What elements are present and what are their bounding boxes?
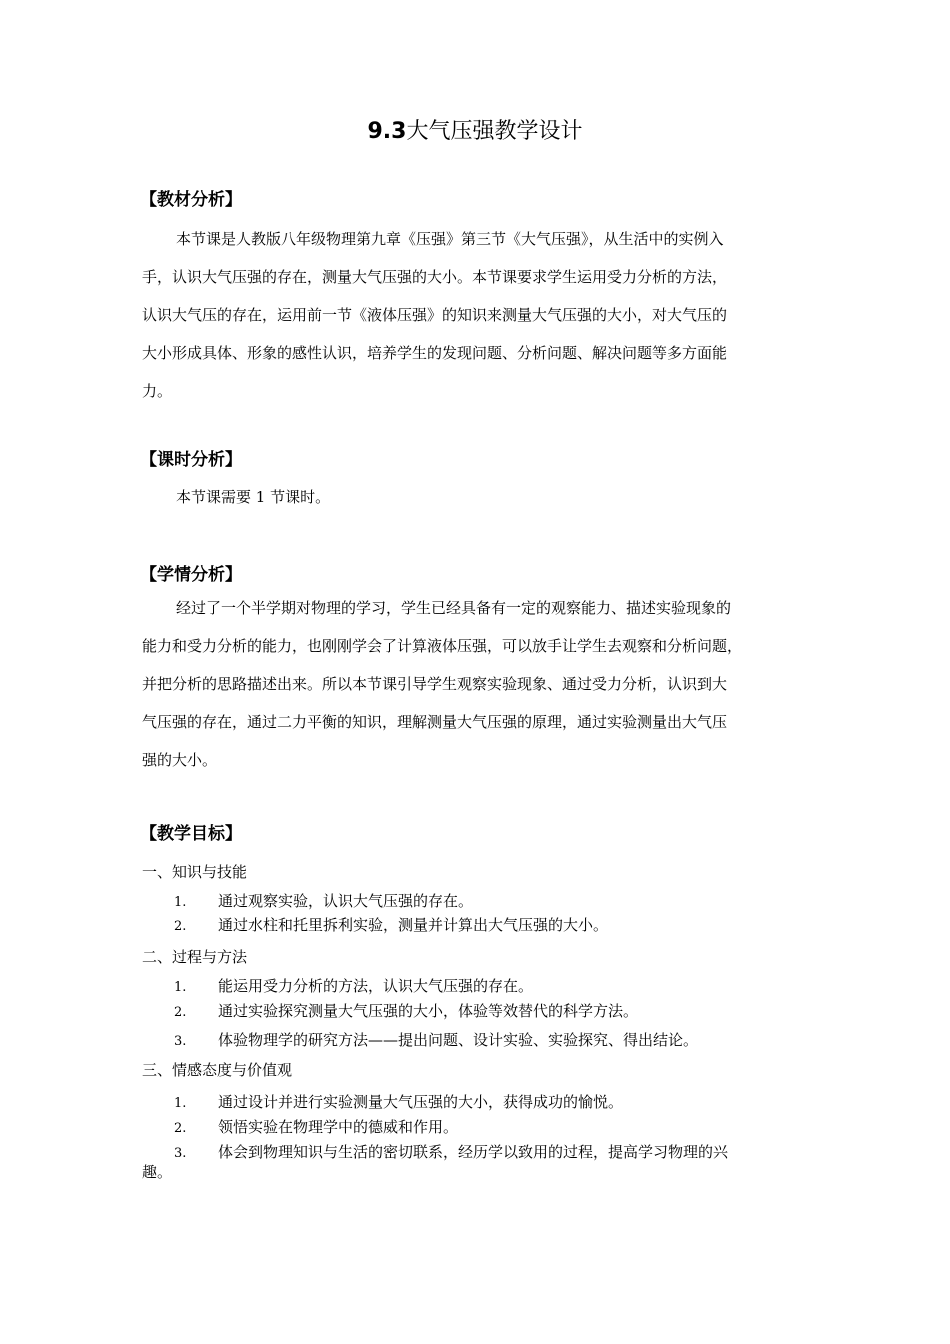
lesson-paragraph <box>142 478 822 516</box>
item-number: 2. <box>174 1005 187 1020</box>
paragraph-line: 本节课需要 1 节课时。 <box>176 488 331 506</box>
item-text: 能运用受力分析的方法，认识大气压强的存在。 <box>218 977 534 995</box>
goal-item <box>174 1029 814 1053</box>
title-number: 9.3 <box>367 119 407 144</box>
section-heading-goals: 【教学目标】 <box>140 824 242 844</box>
item-text: 通过水柱和托里拆利实验，测量并计算出大气压强的大小。 <box>218 916 609 934</box>
goal-group-label: 三、情感态度与价值观 <box>142 1061 293 1079</box>
paragraph-line: 本节课是人教版八年级物理第九章《压强》第三节《大气压强》，从生活中的实例入 <box>176 230 724 248</box>
item-text: 通过实验探究测量大气压强的大小，体验等效替代的科学方法。 <box>218 1002 639 1020</box>
paragraph-line: 手，认识大气压强的存在，测量大气压强的大小。本节课要求学生运用受力分析的方法， <box>142 268 728 286</box>
goal-item-continuation: 趣。 <box>142 1163 173 1181</box>
paragraph-line: 并把分析的思路描述出来。所以本节课引导学生观察实验现象、通过受力分析，认识到大 <box>142 675 728 693</box>
item-number: 1. <box>174 980 187 995</box>
item-number: 2. <box>174 1121 187 1136</box>
item-text: 通过观察实验，认识大气压强的存在。 <box>218 892 474 910</box>
paragraph-line: 能力和受力分析的能力，也刚刚学会了计算液体压强，可以放手让学生去观察和分析问题， <box>142 637 743 655</box>
paragraph-line: 认识大气压的存在，运用前一节《液体压强》的知识来测量大气压强的大小，对大气压的 <box>142 306 728 324</box>
paragraph-line: 力。 <box>142 382 173 400</box>
item-text: 体会到物理知识与生活的密切联系，经历学以致用的过程，提高学习物理的兴 <box>218 1143 729 1161</box>
goal-item <box>174 1116 814 1140</box>
students-paragraph <box>142 589 822 779</box>
title-text: 大气压强教学设计 <box>406 119 583 144</box>
material-paragraph <box>142 220 822 410</box>
item-text: 体验物理学的研究方法——提出问题、设计实验、实验探究、得出结论。 <box>218 1031 699 1049</box>
goal-item <box>174 1000 814 1024</box>
section-heading-lesson: 【课时分析】 <box>140 450 242 470</box>
section-heading-students: 【学情分析】 <box>140 565 242 585</box>
document-title <box>0 117 950 147</box>
goal-item <box>174 1141 814 1165</box>
item-number: 3. <box>174 1034 187 1049</box>
paragraph-line: 经过了一个半学期对物理的学习，学生已经具备有一定的观察能力、描述实验现象的 <box>176 599 732 617</box>
item-number: 1. <box>174 1096 187 1111</box>
paragraph-line: 强的大小。 <box>142 751 218 769</box>
item-text: 通过设计并进行实验测量大气压强的大小，获得成功的愉悦。 <box>218 1093 624 1111</box>
goal-item <box>174 975 814 999</box>
paragraph-line: 气压强的存在，通过二力平衡的知识，理解测量大气压强的原理，通过实验测量出大气压 <box>142 713 728 731</box>
item-number: 1. <box>174 895 187 910</box>
item-number: 2. <box>174 919 187 934</box>
goal-group-label: 二、过程与方法 <box>142 948 248 966</box>
item-number: 3. <box>174 1146 187 1161</box>
goal-item <box>174 1091 814 1115</box>
goal-item <box>174 914 814 938</box>
paragraph-line: 大小形成具体、形象的感性认识，培养学生的发现问题、分析问题、解决问题等多方面能 <box>142 344 728 362</box>
item-text: 领悟实验在物理学中的德威和作用。 <box>218 1118 459 1136</box>
goal-item <box>174 890 814 914</box>
goal-group-label: 一、知识与技能 <box>142 863 248 881</box>
section-heading-material: 【教材分析】 <box>140 190 242 210</box>
